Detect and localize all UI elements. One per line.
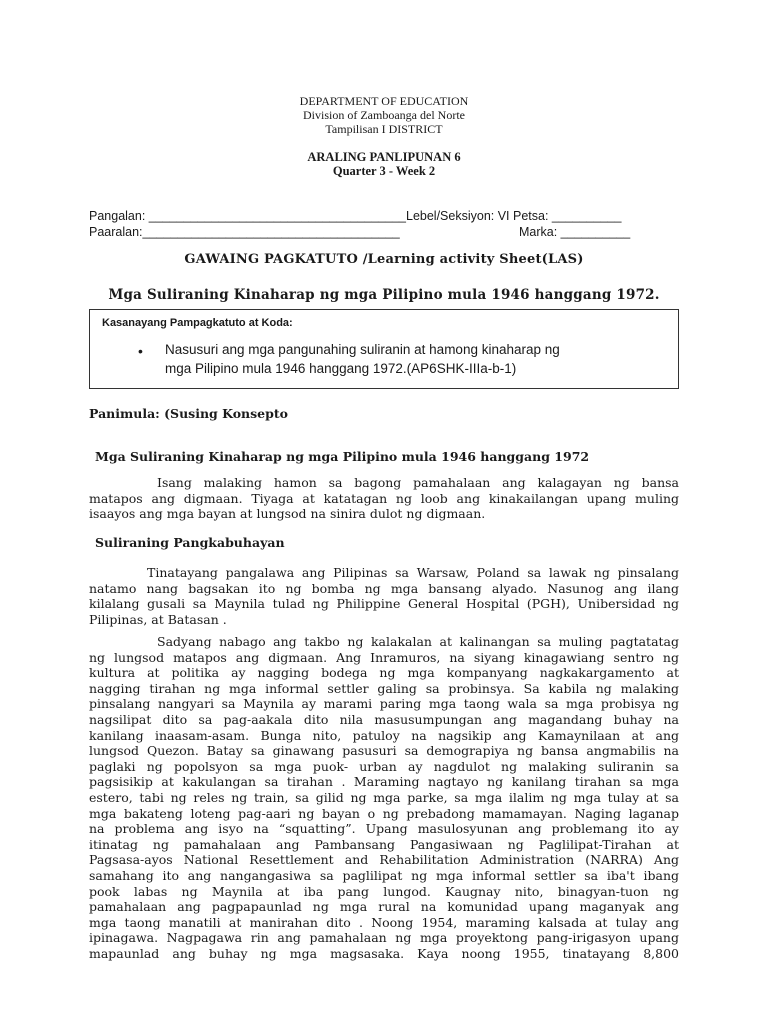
competency-label: Kasanayang Pampagkatuto at Koda: xyxy=(102,317,293,329)
paragraph-line: pagsisikip at kakulangan sa tirahan . Maraming nagtayo ng kanilang tirahan sa mga xyxy=(89,774,679,790)
competency-box xyxy=(89,309,679,389)
paragraph-2 xyxy=(89,565,679,627)
grade-field[interactable]: Marka: __________ xyxy=(519,225,631,239)
paragraph-line: pook labas ng Maynila at iba pang lungod. Kaugnay nito, binagyan-tuon ng xyxy=(89,883,679,899)
paragraph-line: nagging tirahan ng mga informal settler galing sa probinsya. Sa kabila ng malaking xyxy=(89,680,679,696)
paragraph-line: estero, tabi ng reles ng train, sa gilid ng mga parke, sa mga ilalim ng mga tulay at sa xyxy=(89,789,679,805)
economic-heading: Suliraning Pangkabuhayan xyxy=(95,535,285,550)
paragraph-line: natamo nang bagsakan ito ng bomba ng mga bansang alyado. Nasunog ang ilang xyxy=(89,580,679,596)
paragraph-line: mapaunlad ang buhay ng mga magsasaka. Kaya noong 1955, tinatayang 8,800 xyxy=(89,945,679,961)
paragraph-line: mga bakateng loteng pag-aari ng bayan o ng prebadong mamamayan. Naging laganap xyxy=(89,805,679,821)
paragraph-line: itinatag ng pamahalaan ang Pambansang Pangasiwaan ng Paglilipat-Tirahan at xyxy=(89,836,679,852)
paragraph-line: kilalang gusali sa Maynila tulad ng Philippine General Hospital (PGH), Unibersidad ng xyxy=(89,596,679,612)
paragraph-3 xyxy=(89,634,679,961)
paragraph-line: Pagsasa-ayos National Resettlement and Rehabilitation Administration (NARRA) Ang xyxy=(89,852,679,868)
paragraph-line: pamahalaan ang pagpapaunlad ng mga rural na komunidad upang maganyak ang xyxy=(89,899,679,915)
las-title: GAWAING PAGKATUTO /Learning activity Sheet(LAS) xyxy=(184,252,584,267)
paragraph-line: kultura at politika ay nagging bodega ng mga kompanyang nagkakargamento at xyxy=(89,665,679,681)
paragraph-line: Sadyang nabago ang takbo ng kalakalan at kalinangan sa muling pagtatatag xyxy=(157,634,679,649)
paragraph-line: mga taong manatili at manirahan dito . Noong 1954, maraming kalsada at tulay ang xyxy=(89,914,679,930)
name-level-date-field[interactable]: Pangalan: _____________________________________Lebel/Seksiyon: VI Petsa: __________ xyxy=(89,209,622,223)
paragraph-line: pinsalang nangyari sa Maynila ay marami paring mga taong wala sa mga probisya ng xyxy=(89,696,679,712)
paragraph-line: nagsilipat dito sa pag-aakala dito nila masusumpungan ang magandang buhay na xyxy=(89,711,679,727)
paragraph-line: matapos ang digmaan. Tiyaga at katatagan ng loob ang kinakailangan upang muling xyxy=(89,490,679,506)
section-title: Mga Suliraning Kinaharap ng mga Pilipino mula 1946 hanggang 1972 xyxy=(95,449,590,464)
paragraph-line: paglaki ng popolsyon sa mga puok- urban ay nagdulot ng malaking suliranin sa xyxy=(89,758,679,774)
subject-heading: ARALING PANLIPUNAN 6 xyxy=(307,150,461,164)
paragraph-line: kanilang inaasam-asam. Bunga nito, patuloy na nagsikip ang Kamaynilaan at ang xyxy=(89,727,679,743)
competency-line: mga Pilipino mula 1946 hanggang 1972.(AP6SHK-IIIa-b-1) xyxy=(165,361,517,376)
quarter-heading: Quarter 3 - Week 2 xyxy=(332,164,436,178)
paragraph-line: ng lungsod matapos ang digmaan. Ang Inramuros, na siyang kinagawiang sentro ng xyxy=(89,649,679,665)
paragraph-line: ipinagawa. Nagpagawa rin ang pamahalaan ng mga proyektong pang-irigasyon upang xyxy=(89,930,679,946)
panimula-heading: Panimula: (Susing Konsepto xyxy=(89,406,288,421)
paragraph-line: Isang malaking hamon sa bagong pamahalaan ang kalagayan ng bansa xyxy=(157,475,679,490)
division-heading: Division of Zamboanga del Norte xyxy=(303,108,465,122)
paragraph-line: lungsod Quezon. Batay sa ginawang pasusuri sa demograpiya ng bansa angmabilis na xyxy=(89,743,679,759)
topic-title: Mga Suliraning Kinaharap ng mga Pilipino mula 1946 hanggang 1972. xyxy=(108,287,660,303)
paragraph-line: na problema ang isyo na “squatting”. Upang masulosyunan ang problemang ito ay xyxy=(89,821,679,837)
bullet-icon: • xyxy=(138,343,143,359)
district-heading: Tampilisan I DISTRICT xyxy=(325,122,443,136)
paragraph-line: Tinatayang pangalawa ang Pilipinas sa Warsaw, Poland sa lawak ng pinsalang xyxy=(147,565,679,580)
paragraph-line: Pilipinas, at Batasan . xyxy=(89,611,227,627)
department-heading: DEPARTMENT OF EDUCATION xyxy=(299,94,469,108)
paragraph-line: samahang ito ang nangangasiwa sa paglilipat ng mga informal settler sa iba't ibang xyxy=(89,867,679,883)
competency-line: Nasusuri ang mga pangunahing suliranin at hamong kinaharap ng xyxy=(165,342,560,357)
school-field[interactable]: Paaralan:_____________________________________ xyxy=(89,225,400,239)
paragraph-line: isaayos ang mga bayan at lungsod na sinira dulot ng digmaan. xyxy=(89,506,486,522)
intro-paragraph xyxy=(89,475,679,522)
